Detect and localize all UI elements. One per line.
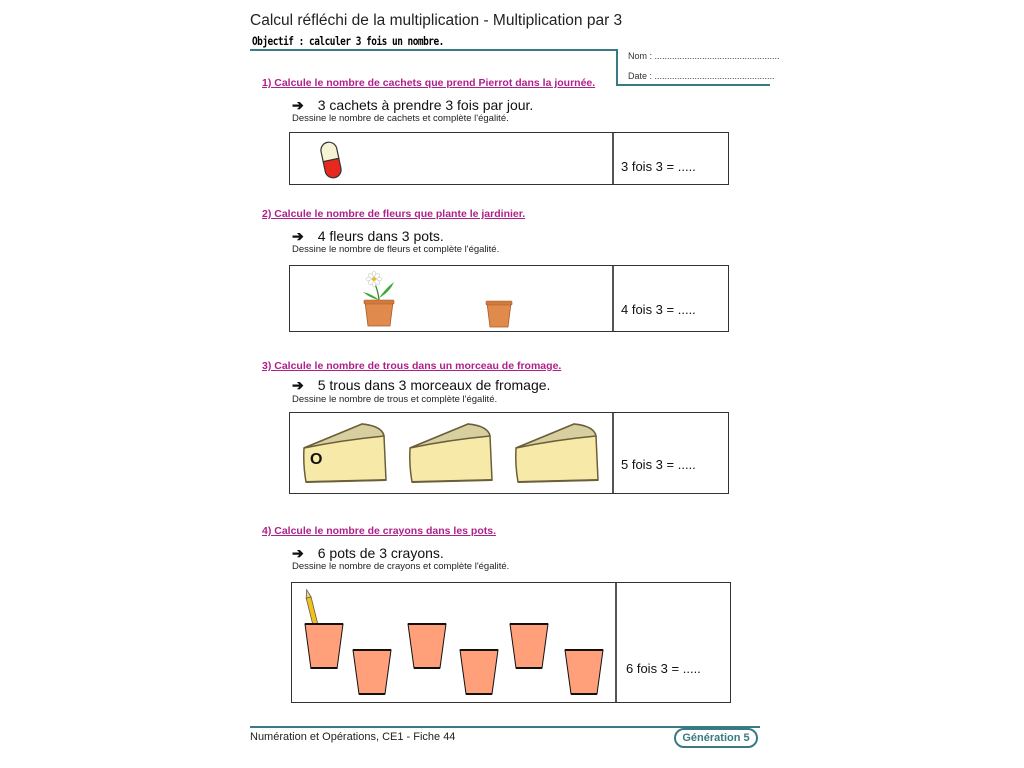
cheese-icon (408, 420, 494, 486)
answer-box-3[interactable] (289, 412, 729, 494)
flower-pot-icon (360, 270, 400, 328)
instruction-4: ➔ 6 pots de 3 crayons. (292, 545, 444, 561)
empty-pot-icon (485, 300, 513, 328)
equation-1[interactable]: 3 fois 3 = ..... (621, 159, 696, 174)
hint-4: Dessine le nombre de crayons et complète l'égalité. (292, 561, 510, 572)
objective: Objectif : calculer 3 fois un nombre. (252, 34, 444, 48)
answer-box-4[interactable] (291, 582, 731, 703)
hint-2: Dessine le nombre de fleurs et complète l'égalité. (292, 244, 500, 255)
column-divider (612, 266, 614, 331)
arrow-right-icon: ➔ (292, 377, 304, 393)
cheese-icon (514, 420, 600, 486)
header-rule (250, 49, 617, 51)
pot-icon (509, 623, 549, 669)
page-title: Calcul réfléchi de la multiplication - Multiplication par 3 (250, 12, 623, 29)
pot-icon (459, 649, 499, 695)
publisher-badge: Génération 5 (674, 728, 758, 748)
question-3: 3) Calcule le nombre de trous dans un morceau de fromage. (262, 360, 562, 372)
date-field[interactable]: Date : ................................................ (628, 71, 775, 81)
pencil-pot-icon (304, 589, 348, 669)
header-rule-vertical (616, 49, 618, 85)
arrow-right-icon: ➔ (292, 545, 304, 561)
arrow-right-icon: ➔ (292, 228, 304, 244)
header-rule-bottom (616, 84, 770, 86)
equation-2[interactable]: 4 fois 3 = ..... (621, 302, 696, 317)
pill-icon (318, 138, 344, 182)
footer-text: Numération et Opérations, CE1 - Fiche 44 (250, 731, 456, 743)
instruction-2: ➔ 4 fleurs dans 3 pots. (292, 228, 444, 244)
instruction-1: ➔ 3 cachets à prendre 3 fois par jour. (292, 97, 534, 113)
question-4: 4) Calcule le nombre de crayons dans les pots. (262, 525, 496, 537)
column-divider (612, 413, 614, 493)
hole-mark: O (310, 451, 323, 468)
instruction-3: ➔ 5 trous dans 3 morceaux de fromage. (292, 377, 551, 393)
question-2: 2) Calcule le nombre de fleurs que plante le jardinier. (262, 208, 526, 220)
pot-icon (407, 623, 447, 669)
hint-3: Dessine le nombre de trous et complète l'égalité. (292, 394, 498, 405)
equation-3[interactable]: 5 fois 3 = ..... (621, 457, 696, 472)
answer-box-2[interactable] (289, 265, 729, 332)
column-divider (615, 583, 617, 702)
pot-icon (352, 649, 392, 695)
column-divider (612, 133, 614, 184)
question-1: 1) Calcule le nombre de cachets que prend Pierrot dans la journée. (262, 77, 596, 89)
answer-box-1[interactable] (289, 132, 729, 185)
hint-1: Dessine le nombre de cachets et complète l'égalité. (292, 113, 509, 124)
name-field[interactable]: Nom : .................................................. (628, 51, 780, 61)
equation-4[interactable]: 6 fois 3 = ..... (626, 661, 701, 676)
pot-icon (564, 649, 604, 695)
arrow-right-icon: ➔ (292, 97, 304, 113)
